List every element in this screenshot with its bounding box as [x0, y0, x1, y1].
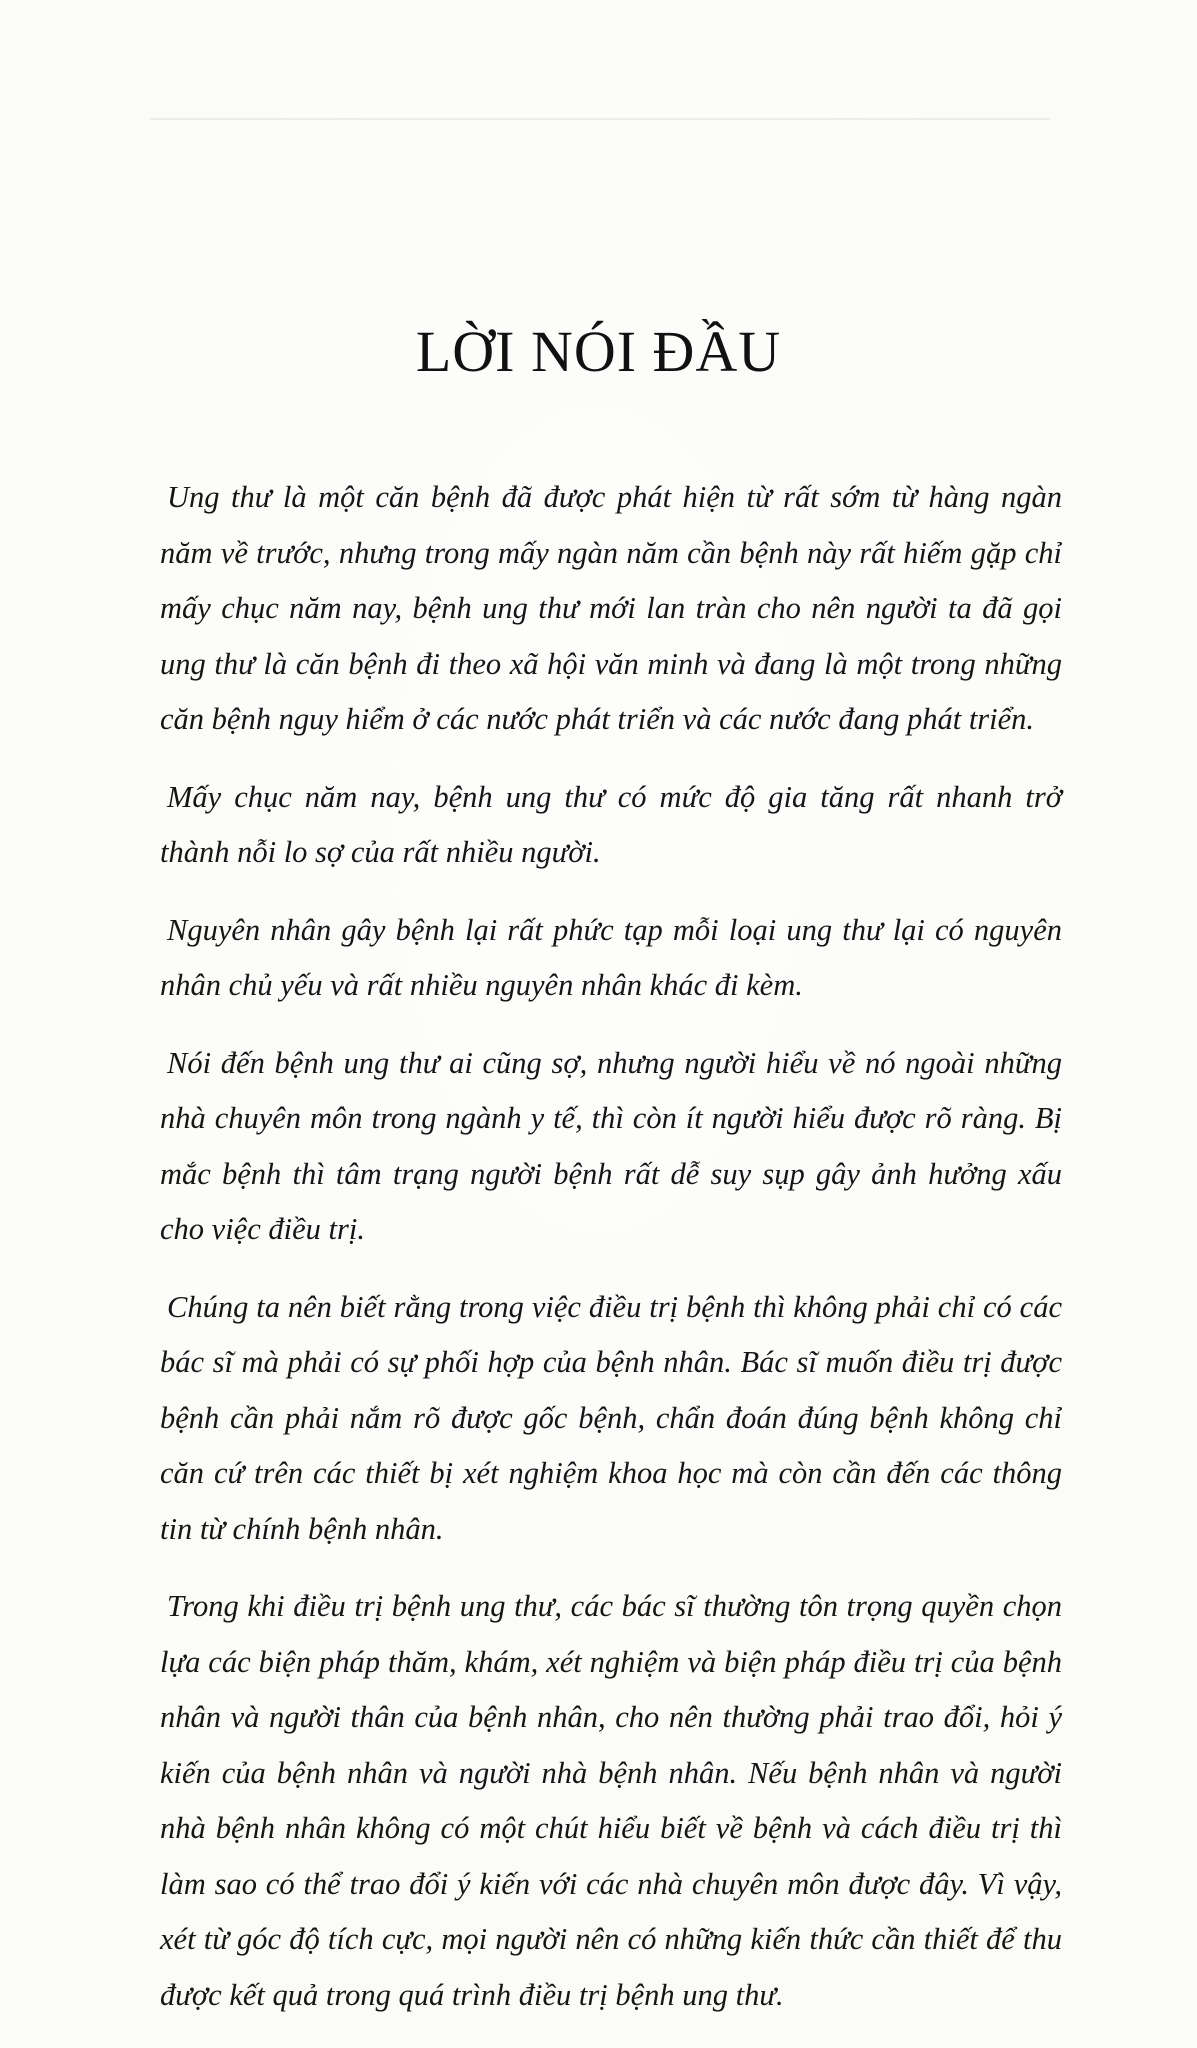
bleed-through-rule — [150, 118, 1050, 120]
paragraph: Nói đến bệnh ung thư ai cũng sợ, nhưng người hiểu về nó ngoài những nhà chuyên môn trong ngành y tế, thì còn ít người hiểu được rõ ràng. Bị mắc bệnh thì tâm trạng người bệnh rất dễ suy sụp gây ảnh hưởng xấu cho việc điều trị. — [160, 1045, 1062, 1246]
page-title: LỜI NÓI ĐẦU — [415, 319, 782, 384]
paragraph: Ung thư là một căn bệnh đã được phát hiện từ rất sớm từ hàng ngàn năm về trước, nhưng trong mấy ngàn năm cần bệnh này rất hiếm gặp chỉ mấy chục năm nay, bệnh ung thư mới lan tràn cho nên người ta đã gọi ung thư là căn bệnh đi theo xã hội văn minh và đang là một trong những căn bệnh nguy hiểm ở các nước phát triển và các nước đang phát triển. — [160, 480, 1062, 736]
paragraph: Chúng ta nên biết rằng trong việc điều trị bệnh thì không phải chỉ có các bác sĩ mà phải có sự phối hợp của bệnh nhân. Bác sĩ muốn điều trị được bệnh cần phải nắm rõ được gốc bệnh, chẩn đoán đúng bệnh không chỉ căn cứ trên các thiết bị xét nghiệm khoa học mà còn cần đến các thông tin từ chính bệnh nhân. — [160, 1289, 1062, 1546]
preface-body — [160, 470, 1062, 2045]
paragraph: Nguyên nhân gây bệnh lại rất phức tạp mỗi loại ung thư lại có nguyên nhân chủ yếu và rất nhiều nguyên nhân khác đi kèm. — [160, 912, 1062, 1002]
paragraph: Mấy chục năm nay, bệnh ung thư có mức độ gia tăng rất nhanh trở thành nỗi lo sợ của rất nhiều người. — [160, 779, 1062, 869]
paragraph: Trong khi điều trị bệnh ung thư, các bác sĩ thường tôn trọng quyền chọn lựa các biện pháp thăm, khám, xét nghiệm và biện pháp điều trị của bệnh nhân và người thân của bệnh nhân, cho nên thường phải trao đổi, hỏi ý kiến của bệnh nhân và người nhà bệnh nhân. Nếu bệnh nhân và người nhà bệnh nhân không có một chút hiểu biết về bệnh và cách điều trị thì làm sao có thể trao đổi ý kiến với các nhà chuyên môn được đây. Vì vậy, xét từ góc độ tích cực, mọi người nên có những kiến thức cần thiết để thu được kết quả trong quá trình điều trị bệnh ung thư. — [160, 1589, 1062, 2012]
